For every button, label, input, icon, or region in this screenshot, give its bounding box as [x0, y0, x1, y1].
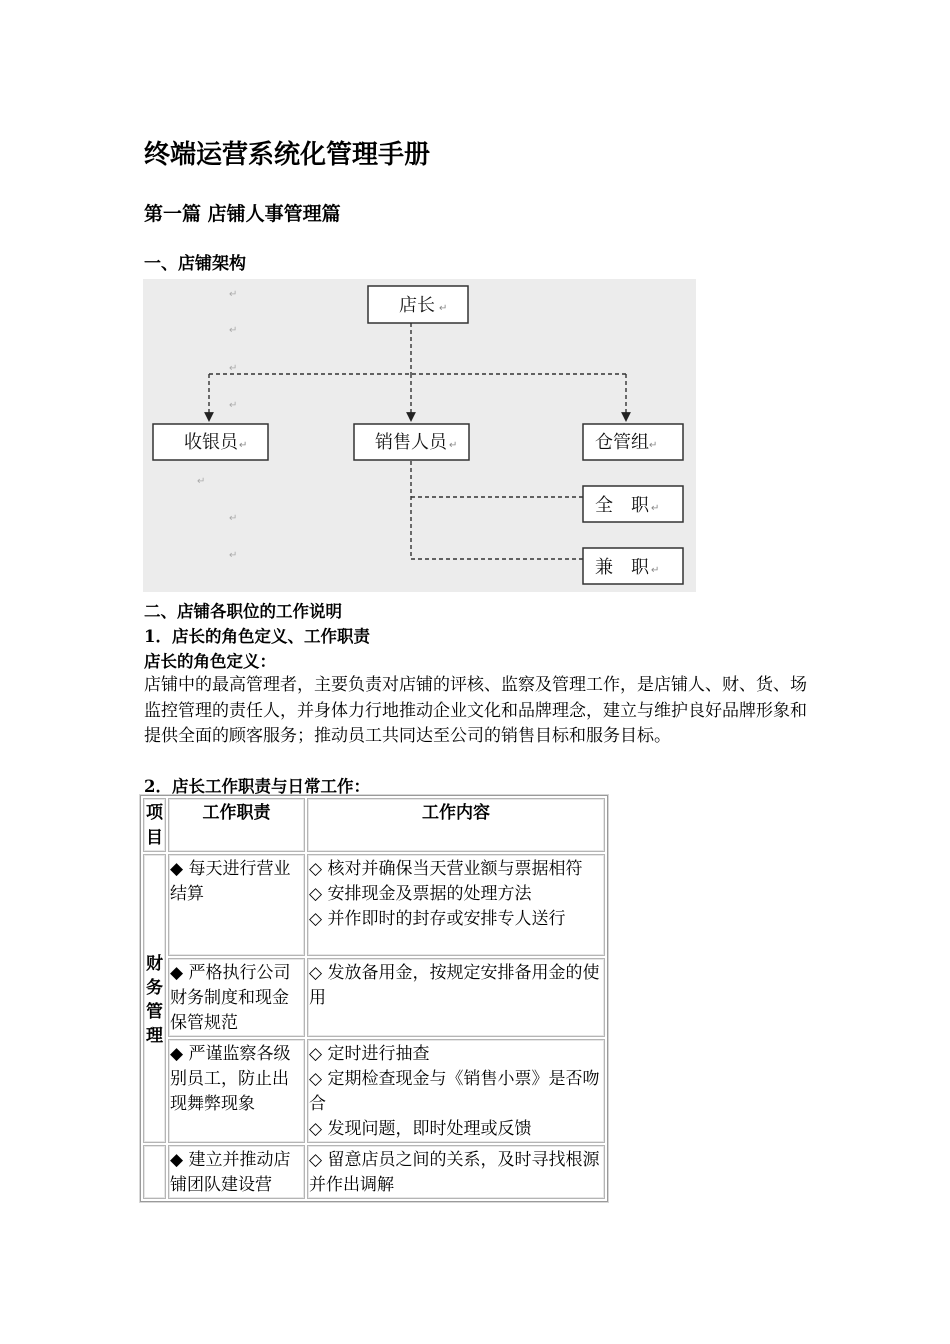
svg-text:销售人员: 销售人员 — [375, 432, 447, 453]
svg-text:全 职: 全 职 — [595, 495, 649, 516]
table-row — [143, 854, 605, 956]
category-cell-empty — [143, 1145, 166, 1199]
svg-text:店长: 店长 — [399, 295, 435, 316]
subsection-duties: 2．店长工作职责与日常工作： — [144, 777, 370, 796]
para-mark: ↵ — [229, 550, 238, 561]
svg-text:收银员: 收银员 — [184, 432, 238, 453]
part-title: 第一篇 店铺人事管理篇 — [144, 203, 341, 225]
svg-text:兼 职: 兼 职 — [595, 557, 649, 578]
document-title: 终端运营系统化管理手册 — [144, 140, 431, 170]
header-duty: 工作职责 — [168, 798, 305, 852]
duty-cell: ◆ 每天进行营业结算 — [168, 854, 305, 956]
content-cell — [307, 854, 605, 956]
content-item: ◇ 安排现金及票据的处理方法 — [309, 884, 532, 904]
content-item: ◇ 留意店员之间的关系，及时寻找根源并作出调解 — [309, 1150, 600, 1195]
svg-text:仓管组: 仓管组 — [595, 432, 649, 453]
org-node-cashier — [153, 424, 268, 460]
duty-cell: ◆ 严谨监察各级别员工，防止出现舞弊现象 — [168, 1039, 305, 1143]
header-project: 项目 — [143, 798, 166, 852]
role-definition-heading: 店长的角色定义： — [144, 652, 276, 671]
table-row — [143, 1039, 605, 1143]
para-mark: ↵ — [229, 400, 238, 411]
para-mark: ↵ — [229, 363, 238, 374]
header-content: 工作内容 — [307, 798, 605, 852]
content-item: ◇ 发现问题，即时处理或反馈 — [309, 1119, 532, 1139]
duty-cell: ◆ 建立并推动店铺团队建设营 — [168, 1145, 305, 1199]
subsection-manager-role: 1．店长的角色定义、工作职责 — [144, 627, 370, 646]
section-job-descriptions: 二、店铺各职位的工作说明 — [144, 602, 342, 621]
duty-cell: ◆ 严格执行公司财务制度和现金保管规范 — [168, 958, 305, 1037]
para-mark: ↵ — [229, 325, 238, 336]
org-node-part-time — [583, 548, 683, 584]
svg-text:↵: ↵ — [239, 440, 248, 451]
content-cell — [307, 1145, 605, 1199]
content-item: ◇ 定期检查现金与《销售小票》是否吻合 — [309, 1069, 600, 1114]
content-item: ◇ 定时进行抽查 — [309, 1044, 430, 1064]
content-item: ◇ 并作即时的封存或安排专人送行 — [309, 909, 566, 929]
content-cell — [307, 1039, 605, 1143]
para-mark: ↵ — [229, 513, 238, 524]
content-cell — [307, 958, 605, 1037]
org-node-full-time — [583, 486, 683, 522]
para-mark: ↵ — [197, 476, 206, 487]
section-store-structure: 一、店铺架构 — [144, 254, 246, 274]
svg-text:↵: ↵ — [449, 440, 458, 451]
org-node-warehouse — [583, 424, 683, 460]
svg-text:↵: ↵ — [649, 440, 658, 451]
table-row — [143, 1145, 605, 1199]
para-mark: ↵ — [229, 289, 238, 300]
org-chart — [143, 279, 696, 592]
table-header-row — [143, 798, 605, 852]
content-item: ◇ 核对并确保当天营业额与票据相符 — [309, 859, 583, 879]
org-node-manager — [368, 286, 468, 323]
svg-text:↵: ↵ — [651, 503, 660, 514]
manager-duties-table — [140, 795, 608, 1202]
content-item: ◇ 发放备用金，按规定安排备用金的使用 — [309, 963, 600, 1008]
org-node-sales-staff — [354, 424, 469, 460]
category-cell: 财务管理 — [143, 854, 166, 1143]
table-row — [143, 958, 605, 1037]
role-definition-text: 店铺中的最高管理者，主要负责对店铺的评核、监察及管理工作，是店铺人、财、货、场监控管理的责任人，并身体力行地推动企业文化和品牌理念，建立与维护良好品牌形象和提供全面的顾客服务；推动员工共同达至公司的销售目标和服务目标。 — [144, 675, 807, 746]
svg-text:↵: ↵ — [651, 565, 660, 576]
svg-text:↵: ↵ — [439, 303, 448, 314]
